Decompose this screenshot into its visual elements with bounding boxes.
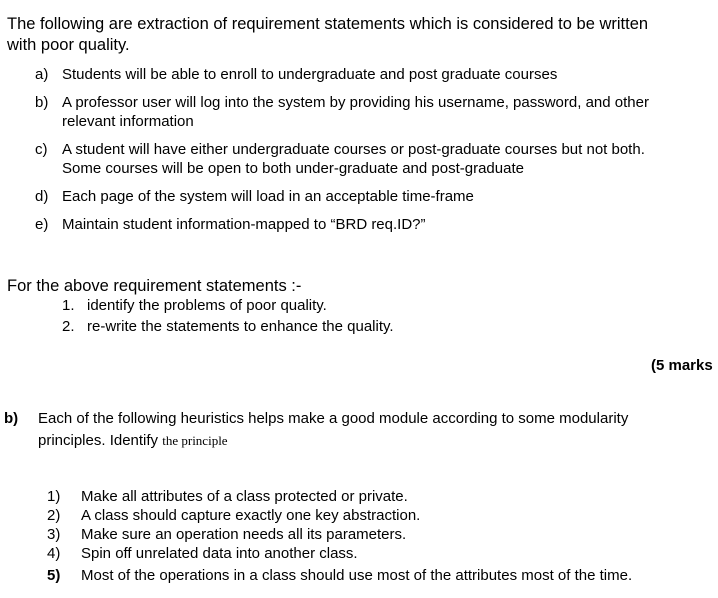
question-b-label: b) [4, 410, 19, 427]
task-text: identify the problems of poor quality. [87, 297, 327, 314]
statement-label: e) [35, 216, 49, 233]
statement-text: A student will have either undergraduate courses or post-graduate courses but not both. [62, 141, 645, 158]
statement-text: Each page of the system will load in an acceptable time-frame [62, 188, 474, 205]
heuristic-label: 4) [47, 545, 61, 562]
marks-label: (5 marks [651, 357, 713, 374]
heuristic-text: Most of the operations in a class should use most of the attributes most of the time. [81, 567, 633, 584]
intro-line-1: The following are extraction of requirement statements which is considered to be written [7, 15, 649, 33]
question-b-line-2 [38, 432, 228, 450]
statement-label: a) [35, 66, 49, 83]
heuristic-label: 1) [47, 488, 61, 505]
question-b-line-2-main: principles. Identify [38, 432, 163, 449]
heuristic-label: 5) [47, 567, 61, 584]
question-b-line-1: Each of the following heuristics helps make a good module according to some modularity [38, 410, 629, 427]
heuristic-label: 2) [47, 507, 61, 524]
question-b-line-2-serif: the principle [162, 433, 228, 448]
statement-label: c) [35, 141, 48, 158]
statement-label: b) [35, 94, 49, 111]
instruction-text: For the above requirement statements :- [7, 277, 302, 295]
task-text: re-write the statements to enhance the quality. [87, 318, 394, 335]
heuristic-text: Make sure an operation needs all its parameters. [81, 526, 407, 543]
task-label: 2. [62, 318, 75, 335]
statement-text: Maintain student information-mapped to “BRD req.ID?” [62, 216, 426, 233]
statement-text-cont: relevant information [62, 113, 194, 130]
heuristic-label: 3) [47, 526, 61, 543]
intro-line-2: with poor quality. [7, 36, 130, 54]
task-label: 1. [62, 297, 75, 314]
heuristic-text: A class should capture exactly one key abstraction. [81, 507, 421, 524]
heuristic-text: Spin off unrelated data into another class. [81, 545, 358, 562]
heuristic-text: Make all attributes of a class protected or private. [81, 488, 408, 505]
statement-label: d) [35, 188, 49, 205]
statement-text: A professor user will log into the system by providing his username, password, and other [62, 94, 649, 111]
statement-text: Students will be able to enroll to undergraduate and post graduate courses [62, 66, 558, 83]
statement-text-cont: Some courses will be open to both under-graduate and post-graduate [62, 160, 524, 177]
